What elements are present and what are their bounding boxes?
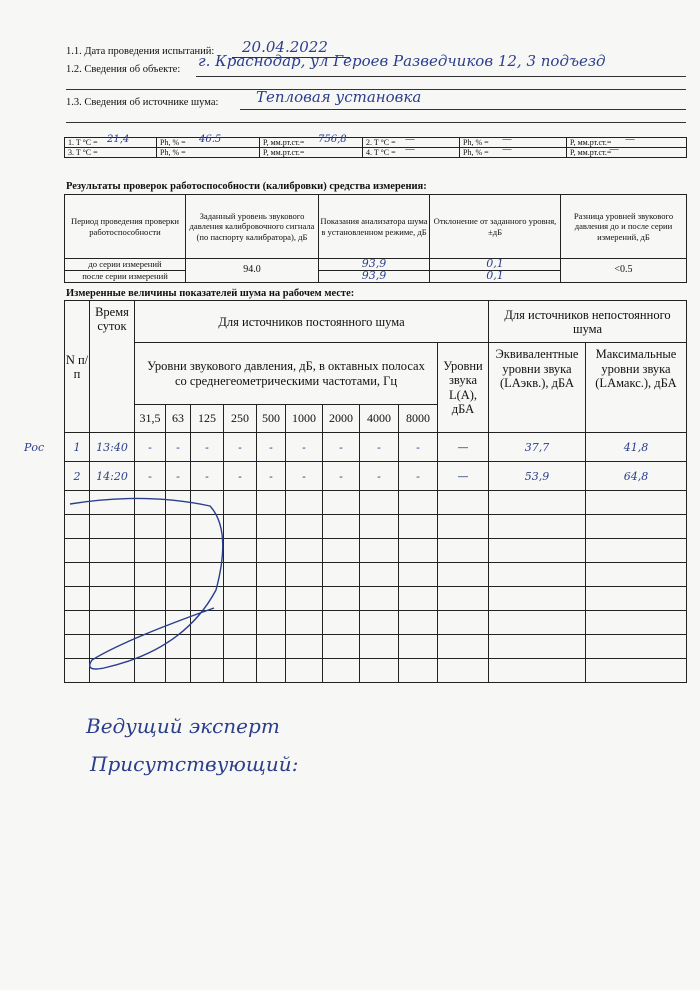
band-value: -: [224, 433, 257, 462]
noise-title: Измеренные величины показателей шума на рабочем месте:: [66, 288, 355, 299]
band-value: -: [323, 433, 360, 462]
test-date-value: 20.04.2022: [242, 38, 328, 56]
calib-deviation: 0,1: [430, 271, 561, 283]
freq-cell: 63: [166, 405, 191, 433]
calib-period: до серии измерений: [65, 259, 186, 271]
band-value: -: [323, 462, 360, 491]
freq-cell: 2000: [323, 405, 360, 433]
meteo-row: [65, 148, 687, 158]
freq-cell: 8000: [399, 405, 438, 433]
band-value: -: [191, 462, 224, 491]
meteo-cell: Ph, % = —: [460, 148, 567, 158]
source-value: Тепловая установка: [256, 88, 422, 106]
meteo-row: [65, 138, 687, 148]
table-row: [65, 462, 687, 491]
object-label: 1.2. Сведения об объекте:: [66, 64, 181, 75]
meteo-cell: P, мм.рт.ст.= 756,8: [260, 138, 363, 148]
lamax-value: 41,8: [586, 433, 687, 462]
freq-cell: 4000: [360, 405, 399, 433]
freq-cell: 125: [191, 405, 224, 433]
calibration-header-row: [65, 195, 687, 259]
band-value: -: [360, 462, 399, 491]
object-value: г. Краснодар, ул Героев Разведчиков 12, 3 подъезд: [198, 52, 606, 70]
meteo-table: [64, 134, 687, 158]
band-value: -: [360, 433, 399, 462]
meteo-cell: Ph, % = —: [460, 138, 567, 148]
cancel-stroke-icon: [64, 490, 244, 690]
row-n: 2: [65, 462, 90, 491]
noise-header-la: Уровни звука L(A), дБА: [438, 343, 489, 433]
band-value: -: [286, 433, 323, 462]
freq-cell: 31,5: [135, 405, 166, 433]
noise-header-nonconstant: Для источников непостоянного шума: [489, 301, 687, 343]
footer-line-1: Ведущий эксперт: [86, 714, 280, 738]
calib-period: после серии измерений: [65, 271, 186, 283]
lamax-value: 64,8: [586, 462, 687, 491]
meteo-cell: 1. T °C = 21,4: [65, 138, 157, 148]
meteo-cell: P, мм.рт.ст.= —: [567, 148, 687, 158]
freq-cell: 500: [257, 405, 286, 433]
meteo-cell: 4. T °C = —: [363, 148, 460, 158]
band-value: -: [135, 433, 166, 462]
row-time: 13:40: [90, 433, 135, 462]
laeq-value: 53,9: [489, 462, 586, 491]
footer-line-2: Присутствующий:: [90, 752, 299, 776]
laeq-value: 37,7: [489, 433, 586, 462]
noise-header-octave: Уровни звукового давления, дБ, в октавных полосах со среднегеометрическими частотами, Гц: [135, 343, 438, 405]
band-value: -: [166, 433, 191, 462]
band-value: -: [257, 462, 286, 491]
noise-header-row: [65, 301, 687, 343]
table-row: [65, 433, 687, 462]
band-value: -: [257, 433, 286, 462]
margin-note: Рос: [24, 441, 45, 454]
meteo-cell: Ph, % =: [157, 148, 260, 158]
meteo-cell: Ph, % = 46.5: [157, 138, 260, 148]
meteo-cell: P, мм.рт.ст.= —: [567, 138, 687, 148]
noise-header-lamax: Максимальные уровни звука (LAмакс.), дБА: [586, 343, 687, 433]
calib-reading: 93,9: [319, 259, 430, 271]
noise-header-constant: Для источников постоянного шума: [135, 301, 489, 343]
calib-reading: 93,9: [319, 271, 430, 283]
meteo-cell: 2. T °C = —: [363, 138, 460, 148]
calibration-table: [64, 194, 687, 283]
row-time: 14:20: [90, 462, 135, 491]
noise-subheader-row: [65, 343, 687, 405]
band-value: -: [191, 433, 224, 462]
noise-header-n: N п/п: [65, 301, 90, 433]
calib-header-difference: Разница уровней звукового давления до и после серии измерений, дБ: [561, 195, 687, 259]
object-underline: [196, 76, 686, 77]
source-underline: [240, 109, 686, 110]
band-value: -: [135, 462, 166, 491]
freq-cell: 1000: [286, 405, 323, 433]
band-value: -: [166, 462, 191, 491]
source-label: 1.3. Сведения об источнике шума:: [66, 97, 219, 108]
band-value: -: [399, 433, 438, 462]
la-value: —: [438, 462, 489, 491]
freq-cell: 250: [224, 405, 257, 433]
band-value: -: [224, 462, 257, 491]
calib-deviation: 0,1: [430, 259, 561, 271]
calibration-title: Результаты проверок работоспособности (калибровки) средства измерения:: [66, 181, 427, 192]
meteo-cell: 3. T °C =: [65, 148, 157, 158]
calib-header-reading: Показания анализатора шума в установленном режиме, дБ: [319, 195, 430, 259]
noise-header-time: Время суток: [90, 301, 135, 433]
la-value: —: [438, 433, 489, 462]
meteo-cell: P, мм.рт.ст.=: [260, 148, 363, 158]
test-date-label: 1.1. Дата проведения испытаний:: [66, 46, 215, 57]
calib-set-level: 94.0: [186, 259, 319, 283]
calib-difference: <0.5: [561, 259, 687, 283]
noise-header-laeq: Эквивалентные уровни звука (LAэкв.), дБА: [489, 343, 586, 433]
band-value: -: [286, 462, 323, 491]
calib-header-deviation: Отклонение от заданного уровня, ±дБ: [430, 195, 561, 259]
row-n: 1: [65, 433, 90, 462]
calib-header-set-level: Заданный уровень звукового давления калибровочного сигнала (по паспорту калибратора), дБ: [186, 195, 319, 259]
calib-header-period: Период проведения проверки работоспособности: [65, 195, 186, 259]
source-extra-line: [66, 122, 686, 123]
band-value: -: [399, 462, 438, 491]
